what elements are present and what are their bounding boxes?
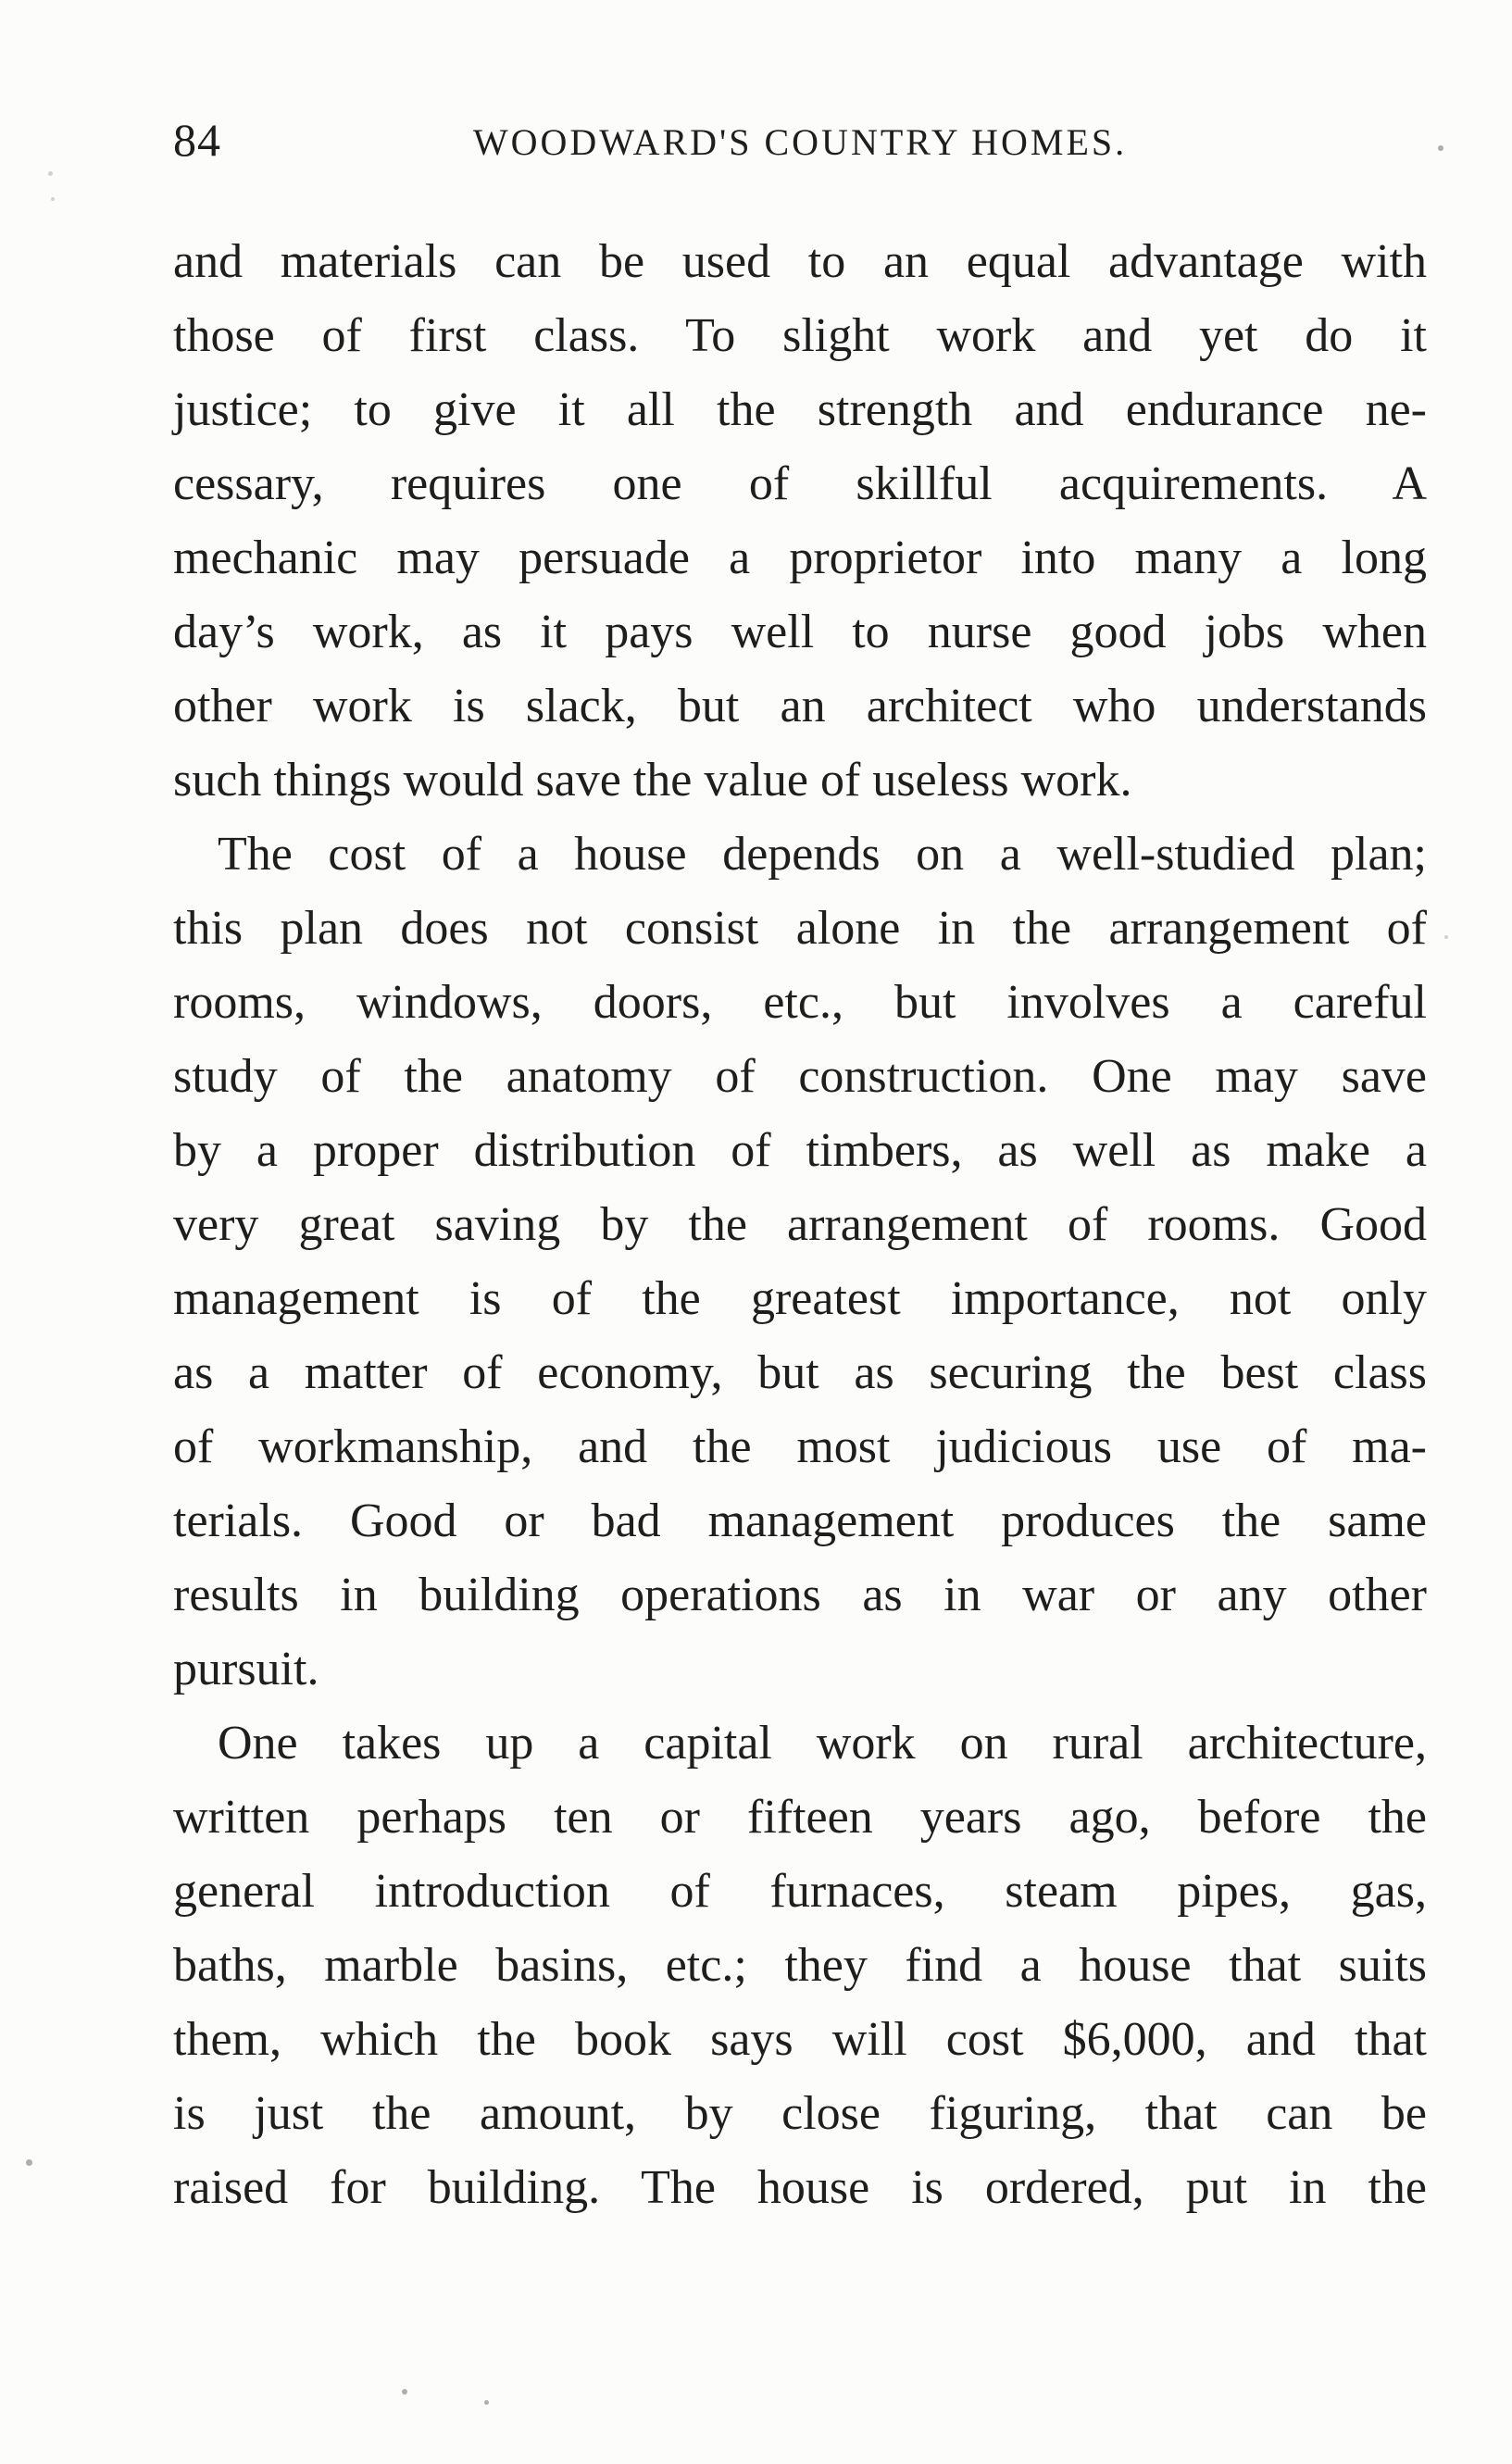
text-line: justice; to give it all the strength and endurance ne- bbox=[173, 383, 1427, 436]
text-line: cessary, requires one of skillful acquirements. A bbox=[173, 457, 1427, 510]
text-line: this plan does not consist alone in the arrangement of bbox=[173, 902, 1427, 955]
text-line: other work is slack, but an architect who understands bbox=[173, 680, 1427, 732]
scan-speck bbox=[51, 197, 55, 201]
scan-speck bbox=[484, 2400, 489, 2405]
text-line: written perhaps ten or fifteen years ago, before the bbox=[173, 1791, 1427, 1844]
text-line: rooms, windows, doors, etc., but involves a careful bbox=[173, 976, 1427, 1029]
text-line: of workmanship, and the most judicious use of ma- bbox=[173, 1420, 1427, 1473]
text-line: as a matter of economy, but as securing the best class bbox=[173, 1346, 1427, 1399]
text-line: pursuit. bbox=[173, 1643, 319, 1695]
page-number: 84 bbox=[173, 114, 221, 166]
text-line: The cost of a house depends on a well-studied plan; bbox=[218, 828, 1427, 881]
text-line: those of first class. To slight work and yet do it bbox=[173, 309, 1427, 362]
text-line: management is of the greatest importance, not only bbox=[173, 1272, 1427, 1325]
scan-speck bbox=[1444, 935, 1448, 939]
scan-speck bbox=[26, 2159, 32, 2166]
running-title: WOODWARD'S COUNTRY HOMES. bbox=[472, 121, 1128, 163]
text-line: them, which the book says will cost $6,000, and that bbox=[173, 2013, 1427, 2066]
text-line: terials. Good or bad management produces the same bbox=[173, 1495, 1427, 1547]
text-line: raised for building. The house is ordered, put in the bbox=[173, 2161, 1427, 2214]
text-line: results in building operations as in war or any other bbox=[173, 1569, 1427, 1621]
text-line: study of the anatomy of construction. One may save bbox=[173, 1050, 1427, 1103]
scan-speck bbox=[402, 2389, 407, 2395]
text-line: mechanic may persuade a proprietor into many a long bbox=[173, 532, 1427, 584]
text-line: very great saving by the arrangement of rooms. Good bbox=[173, 1198, 1427, 1251]
text-line: is just the amount, by close figuring, that can be bbox=[173, 2087, 1427, 2140]
scan-speck bbox=[48, 171, 53, 176]
text-line: and materials can be used to an equal advantage with bbox=[173, 235, 1427, 288]
text-line: day’s work, as it pays well to nurse good jobs when bbox=[173, 606, 1427, 658]
text-line: One takes up a capital work on rural architecture, bbox=[218, 1717, 1427, 1770]
text-line: general introduction of furnaces, steam pipes, gas, bbox=[173, 1865, 1427, 1918]
scan-speck bbox=[1438, 145, 1443, 151]
text-line: such things would save the value of useless work. bbox=[173, 754, 1132, 807]
text-block bbox=[173, 225, 1427, 2225]
text-line: baths, marble basins, etc.; they find a house that suits bbox=[173, 1939, 1427, 1992]
text-line: by a proper distribution of timbers, as well as make a bbox=[173, 1124, 1427, 1177]
